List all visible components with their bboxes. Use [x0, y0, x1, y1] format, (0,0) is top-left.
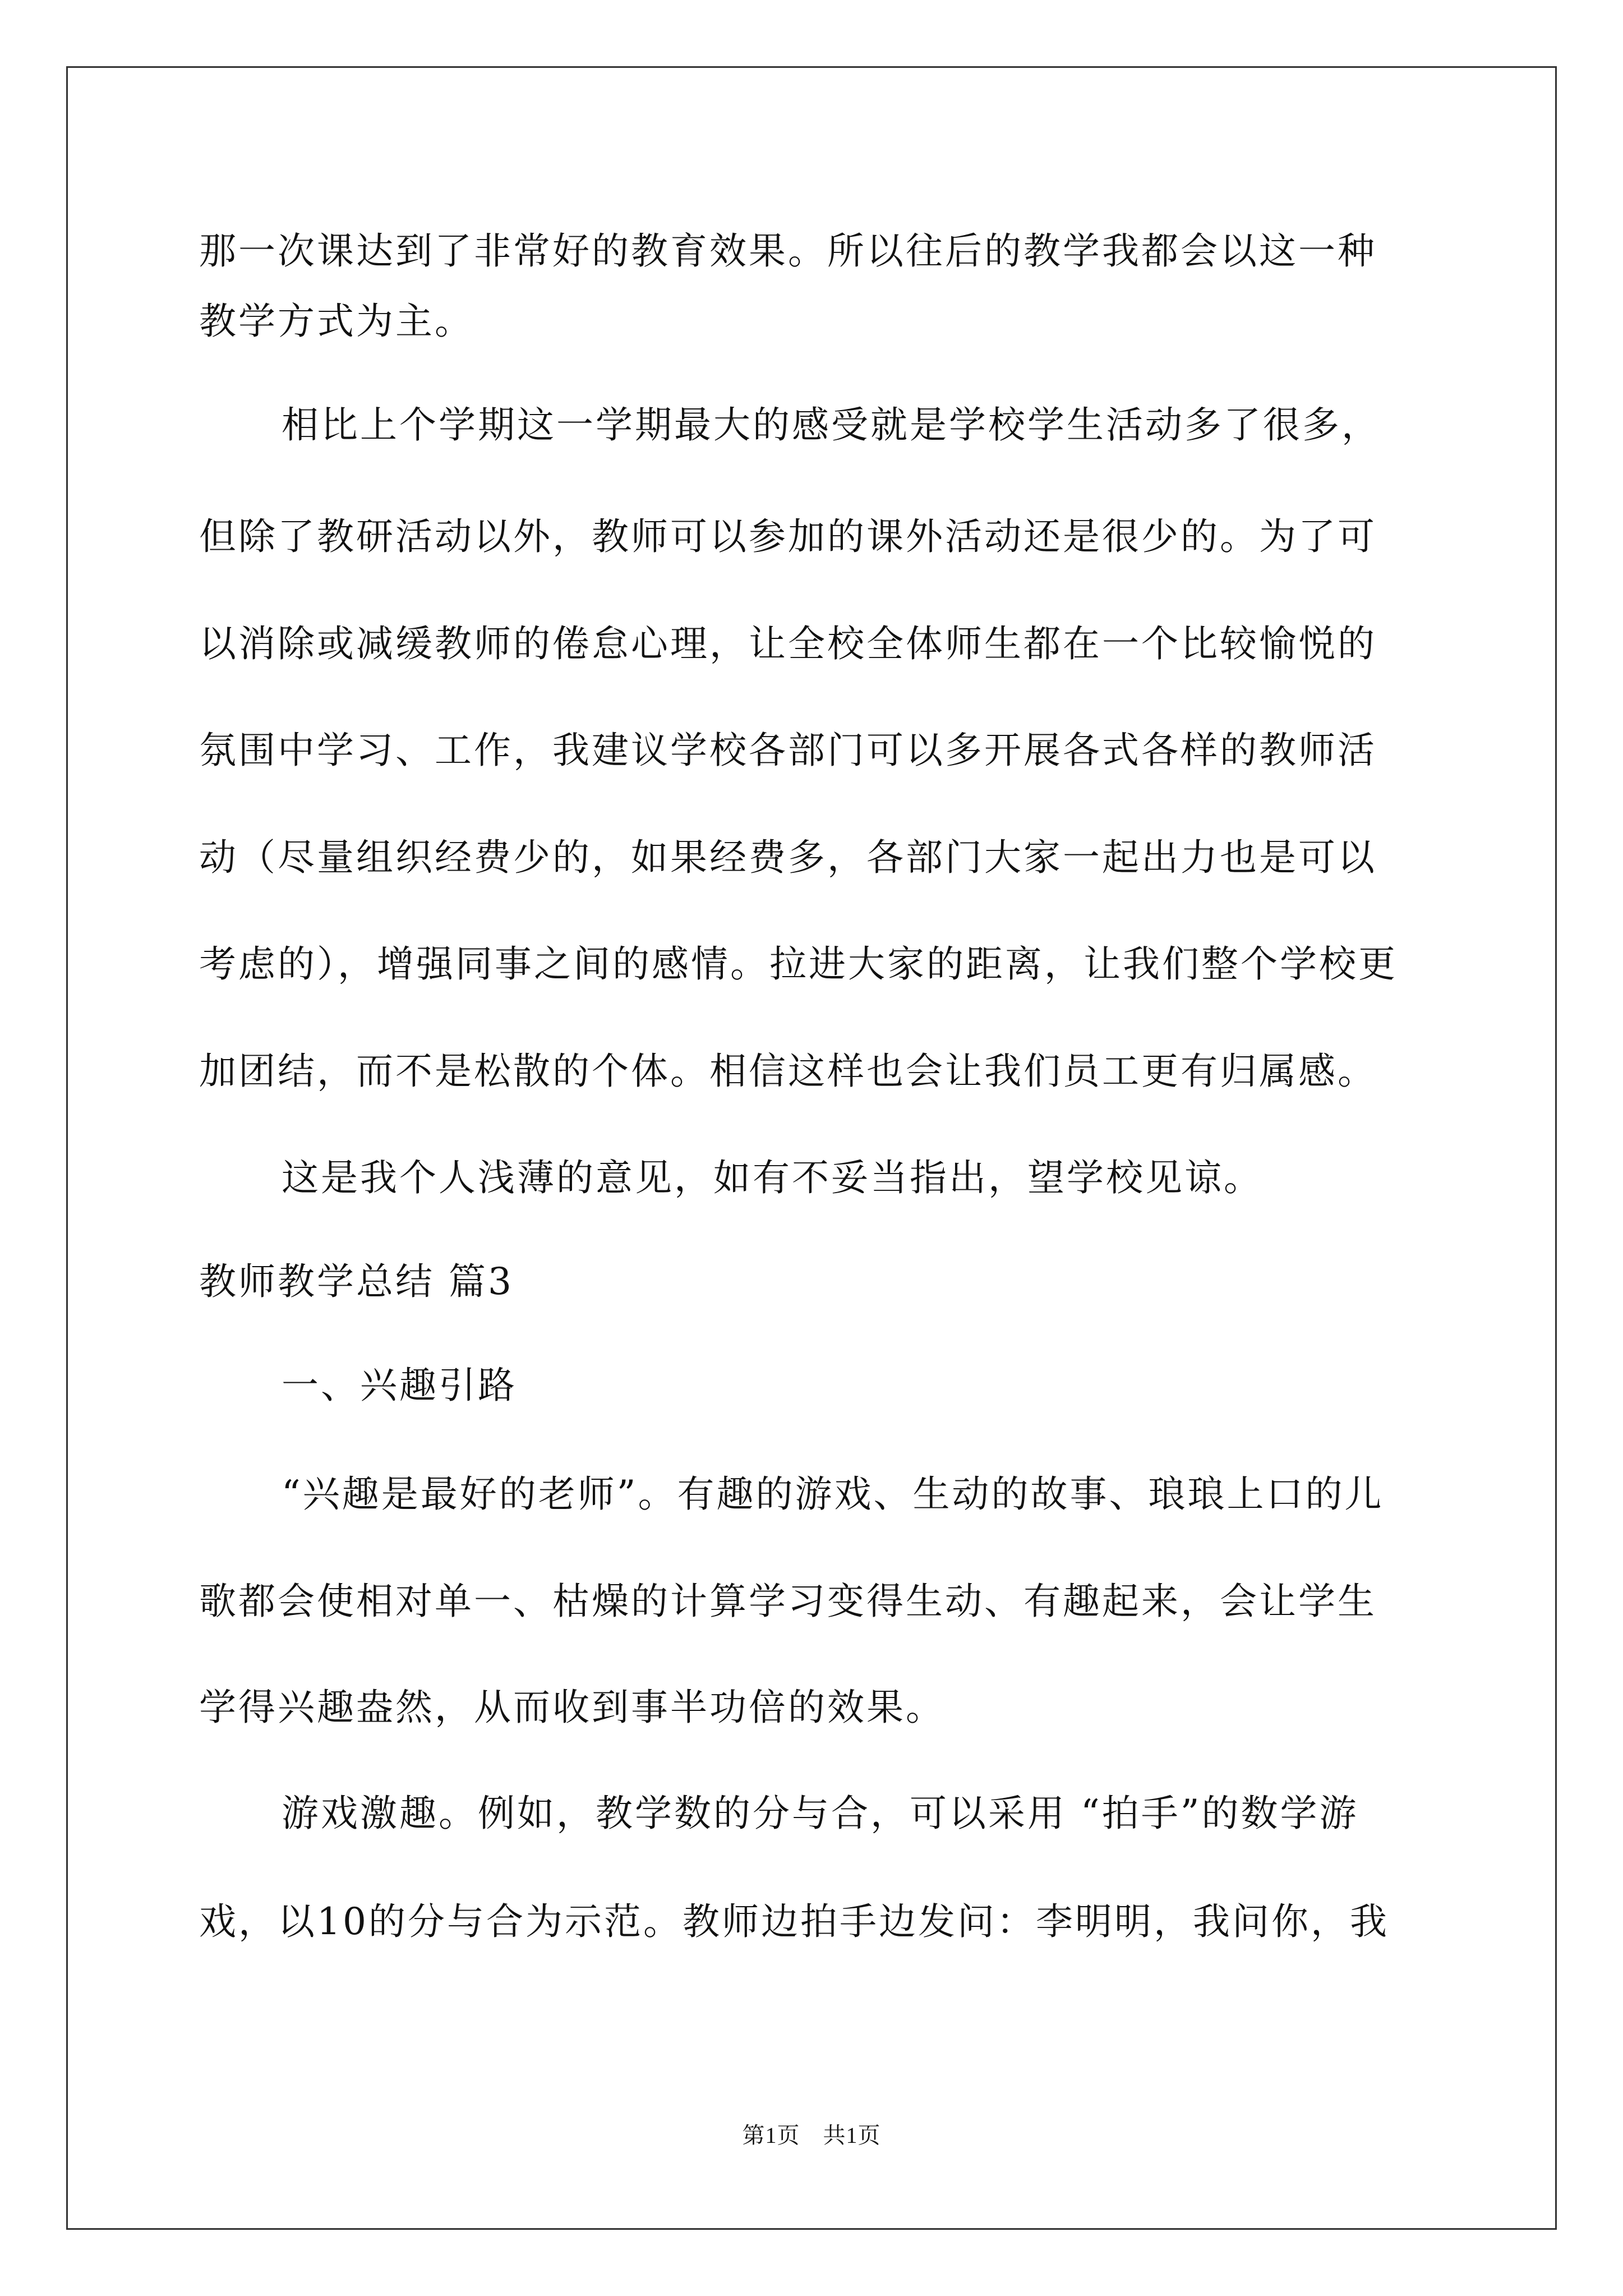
paragraph-line: 加团结，而不是松散的个体。相信这样也会让我们员工更有归属感。 [199, 1050, 1377, 1093]
paragraph-line: 但除了教研活动以外，教师可以参加的课外活动还是很少的。为了可 [199, 515, 1377, 558]
paragraph-line: 教学方式为主。 [199, 300, 474, 343]
subsection-heading: 一、兴趣引路 [282, 1364, 517, 1407]
page-number-footer: 第1页 共1页 [742, 2123, 881, 2148]
paragraph-line: 氛围中学习、工作，我建议学校各部门可以多开展各式各样的教师活 [199, 729, 1377, 772]
paragraph-line: “兴趣是最好的老师”。有趣的游戏、生动的故事、琅琅上口的儿 [282, 1473, 1384, 1516]
paragraph-line: 歌都会使相对单一、枯燥的计算学习变得生动、有趣起来，会让学生 [199, 1580, 1377, 1623]
paragraph-line: 戏，以10的分与合为示范。教师边拍手边发问：李明明，我问你，我 [199, 1900, 1389, 1943]
paragraph-line: 那一次课达到了非常好的教育效果。所以往后的教学我都会以这一种 [199, 229, 1377, 273]
paragraph-line: 游戏激趣。例如，教学数的分与合，可以采用 “拍手”的数学游 [282, 1792, 1359, 1835]
paragraph-line: 这是我个人浅薄的意见，如有不妥当指出，望学校见谅。 [282, 1156, 1263, 1199]
paragraph-line: 动（尽量组织经费少的，如果经费多，各部门大家一起出力也是可以 [199, 836, 1377, 879]
section-heading: 教师教学总结 篇3 [199, 1260, 514, 1303]
paragraph-line: 以消除或减缓教师的倦怠心理，让全校全体师生都在一个比较愉悦的 [199, 622, 1377, 665]
paragraph-line: 考虑的），增强同事之间的感情。拉进大家的距离，让我们整个学校更 [199, 942, 1398, 986]
paragraph-line: 学得兴趣盎然，从而收到事半功倍的效果。 [199, 1686, 945, 1729]
paragraph-line: 相比上个学期这一学期最大的感受就是学校学生活动多了很多， [282, 403, 1381, 447]
